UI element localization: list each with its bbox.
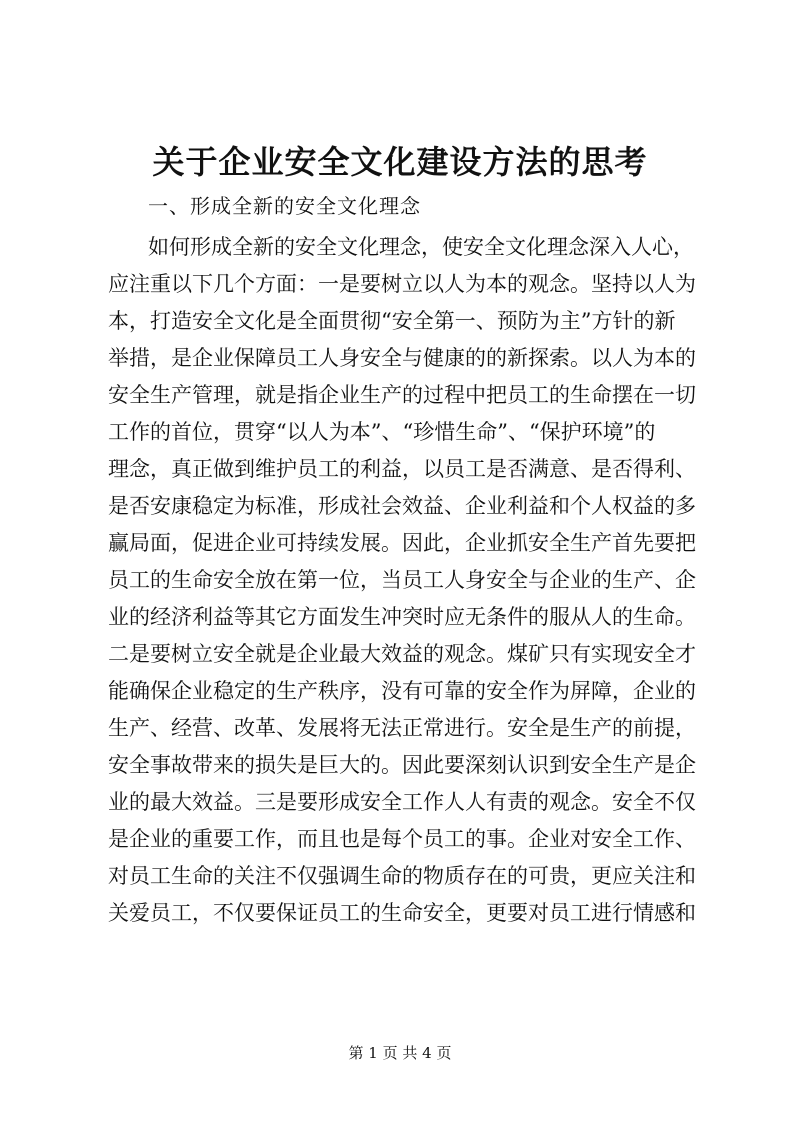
paragraph-line: 举措，是企业保障员工人身安全与健康的的新探索。以人为本的	[108, 346, 696, 370]
paragraph-line: 对员工生命的关注不仅强调生命的物质存在的可贵，更应关注和	[108, 864, 696, 888]
paragraph-line: 二是要树立安全就是企业最大效益的观念。煤矿只有实现安全才	[108, 642, 696, 666]
paragraph-line: 安全事故带来的损失是巨大的。因此要深刻认识到安全生产是企	[108, 753, 696, 777]
paragraph-line: 如何形成全新的安全文化理念，使安全文化理念深入人心，	[148, 235, 694, 259]
paragraph-line: 理念，真正做到维护员工的利益，以员工是否满意、是否得利、	[108, 457, 696, 481]
paragraph-line: 是企业的重要工作，而且也是每个员工的事。企业对安全工作、	[108, 827, 696, 851]
paragraph-line: 员工的生命安全放在第一位，当员工人身安全与企业的生产、企	[108, 568, 696, 592]
paragraph-line: 生产、经营、改革、发展将无法正常进行。安全是生产的前提，	[108, 716, 696, 740]
paragraph-line: 应注重以下几个方面：一是要树立以人为本的观念。坚持以人为	[108, 272, 696, 296]
paragraph-line: 赢局面，促进企业可持续发展。因此，企业抓安全生产首先要把	[108, 531, 696, 555]
body-paragraph	[108, 229, 708, 932]
paragraph-line: 业的最大效益。三是要形成安全工作人人有责的观念。安全不仅	[108, 790, 696, 814]
paragraph-line: 本，打造安全文化是全面贯彻“安全第一、预防为主”方针的新	[108, 309, 676, 333]
page-footer: 第 1 页 共 4 页	[348, 1044, 452, 1062]
paragraph-line: 业的经济利益等其它方面发生冲突时应无条件的服从人的生命。	[108, 605, 696, 629]
paragraph-line: 是否安康稳定为标准，形成社会效益、企业利益和个人权益的多	[108, 494, 696, 518]
document-title: 关于企业安全文化建设方法的思考	[152, 143, 648, 181]
section-heading: 一、形成全新的安全文化理念	[148, 194, 421, 218]
paragraph-line: 能确保企业稳定的生产秩序，没有可靠的安全作为屏障，企业的	[108, 679, 696, 703]
paragraph-line: 关爱员工，不仅要保证员工的生命安全，更要对员工进行情感和	[108, 901, 696, 925]
paragraph-line: 工作的首位，贯穿“以人为本”、“珍惜生命”、“保护环境”的	[108, 420, 656, 444]
paragraph-line: 安全生产管理，就是指企业生产的过程中把员工的生命摆在一切	[108, 383, 696, 407]
